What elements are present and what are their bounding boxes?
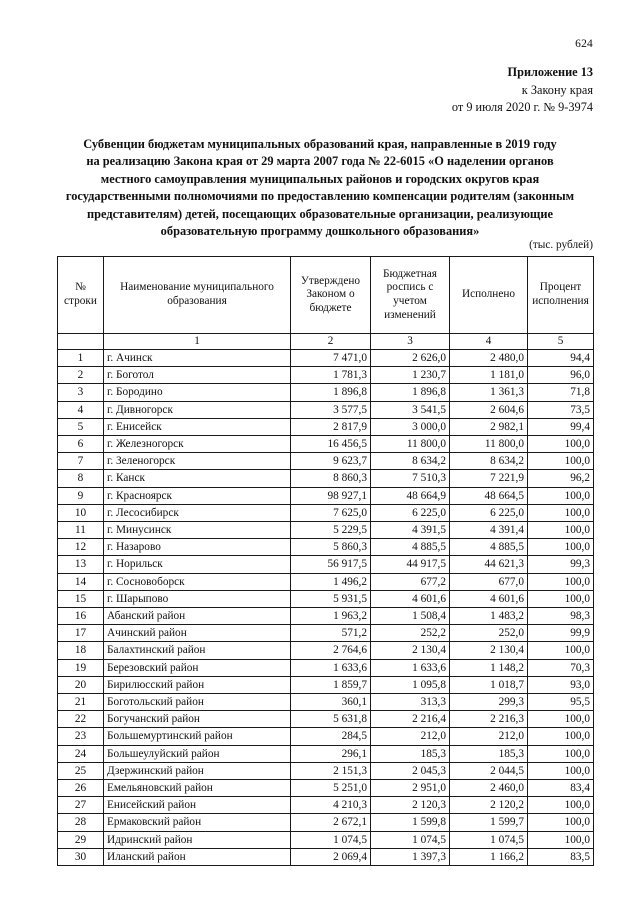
cell-municipality-name: Идринский район [104,831,291,848]
cell-approved: 1 963,2 [291,608,371,625]
cell-percent: 100,0 [528,831,594,848]
header-approved-line1: Утверждено [300,274,361,287]
cell-municipality-name: Большеулуйский район [104,745,291,762]
header-approved-line3: бюджете [309,301,352,314]
cell-percent: 100,0 [528,504,594,521]
cell-row-number: 18 [58,642,104,659]
table-row [58,608,594,625]
cell-row-number: 30 [58,848,104,865]
cell-budget-schedule: 1 230,7 [371,367,450,384]
cell-percent: 83,5 [528,848,594,865]
cell-percent: 100,0 [528,745,594,762]
cell-municipality-name: г. Енисейск [104,418,291,435]
cell-municipality-name: Дзержинский район [104,762,291,779]
cell-budget-schedule: 252,2 [371,625,450,642]
table-row [58,418,594,435]
cell-row-number: 25 [58,762,104,779]
cell-executed: 1 181,0 [450,367,528,384]
table-row [58,384,594,401]
table-row [58,676,594,693]
cell-percent: 71,8 [528,384,594,401]
cell-approved: 296,1 [291,745,371,762]
cell-budget-schedule: 2 130,4 [371,642,450,659]
header-row-number-line1: № [75,281,86,294]
header-plan-line4: изменений [384,308,436,321]
cell-row-number: 6 [58,436,104,453]
cell-row-number: 16 [58,608,104,625]
cell-percent: 99,3 [528,556,594,573]
cell-municipality-name: г. Красноярск [104,487,291,504]
table-row [58,522,594,539]
cell-budget-schedule: 3 541,5 [371,401,450,418]
cell-municipality-name: г. Норильск [104,556,291,573]
table-row [58,573,594,590]
cell-percent: 99,4 [528,418,594,435]
cell-row-number: 9 [58,487,104,504]
cell-municipality-name: г. Бородино [104,384,291,401]
cell-row-number: 12 [58,539,104,556]
cell-budget-schedule: 6 225,0 [371,504,450,521]
cell-municipality-name: г. Минусинск [104,522,291,539]
cell-executed: 2 044,5 [450,762,528,779]
header-plan-line3: учетом [393,295,427,307]
cell-row-number: 15 [58,590,104,607]
table-row [58,367,594,384]
title-line-6: образовательную программу дошкольного образования» [160,224,480,239]
cell-approved: 4 210,3 [291,797,371,814]
cell-percent: 100,0 [528,711,594,728]
cell-row-number: 24 [58,745,104,762]
cell-approved: 2 764,6 [291,642,371,659]
cell-budget-schedule: 2 216,4 [371,711,450,728]
header-approved-line2: Законом о [306,288,355,301]
title-line-2: на реализацию Закона края от 29 марта 2007 года № 22-6015 «О наделении органов [86,154,554,169]
cell-executed: 1 599,7 [450,814,528,831]
cell-approved: 1 859,7 [291,676,371,693]
cell-executed: 8 634,2 [450,453,528,470]
title-line-3: местного самоуправления муниципальных районов и городских округов края [100,171,540,186]
cell-approved: 5 860,3 [291,539,371,556]
colnum-1: 1 [104,334,291,350]
table-row [58,694,594,711]
page-number: 624 [575,38,593,50]
cell-percent: 100,0 [528,539,594,556]
colnum-5: 5 [528,334,594,350]
cell-percent: 100,0 [528,573,594,590]
cell-executed: 677,0 [450,573,528,590]
cell-approved: 571,2 [291,625,371,642]
cell-municipality-name: Балахтинский район [104,642,291,659]
colnum-0 [58,334,104,350]
cell-executed: 48 664,5 [450,487,528,504]
cell-row-number: 29 [58,831,104,848]
cell-executed: 2 460,0 [450,780,528,797]
cell-executed: 1 483,2 [450,608,528,625]
table-row [58,350,594,367]
header-plan-line1: Бюджетная [383,267,437,280]
cell-percent: 100,0 [528,797,594,814]
table-column-numbers-row [58,334,594,350]
cell-percent: 96,2 [528,470,594,487]
cell-budget-schedule: 1 896,8 [371,384,450,401]
cell-budget-schedule: 2 120,3 [371,797,450,814]
title-line-4: государственными полномочиями по предоставлению компенсации родителям (законным [65,189,575,204]
cell-municipality-name: г. Лесосибирск [104,504,291,521]
units-label: (тыс. рублей) [529,239,593,251]
cell-row-number: 19 [58,659,104,676]
cell-percent: 99,9 [528,625,594,642]
table-row [58,590,594,607]
cell-executed: 44 621,3 [450,556,528,573]
cell-municipality-name: Березовский район [104,659,291,676]
cell-row-number: 23 [58,728,104,745]
header-row-number-line2: строки [64,295,97,307]
cell-budget-schedule: 677,2 [371,573,450,590]
cell-budget-schedule: 1 095,8 [371,676,450,693]
cell-row-number: 7 [58,453,104,470]
cell-approved: 98 927,1 [291,487,371,504]
title-line-5: представителям) детей, посещающих образовательные организации, реализующие [86,206,554,221]
cell-row-number: 17 [58,625,104,642]
cell-municipality-name: Иланский район [104,848,291,865]
cell-municipality-name: Бирилюсский район [104,676,291,693]
cell-approved: 1 074,5 [291,831,371,848]
table-row [58,848,594,865]
table-body [58,350,594,866]
cell-municipality-name: Боготольский район [104,694,291,711]
cell-percent: 93,0 [528,676,594,693]
colnum-4: 4 [450,334,528,350]
cell-approved: 5 229,5 [291,522,371,539]
cell-approved: 7 625,0 [291,504,371,521]
cell-executed: 2 130,4 [450,642,528,659]
cell-approved: 7 471,0 [291,350,371,367]
colnum-3: 3 [371,334,450,350]
cell-municipality-name: г. Назарово [104,539,291,556]
appendix-title: Приложение 13 [507,65,593,79]
cell-municipality-name: Ачинский район [104,625,291,642]
budget-table-container [57,256,593,866]
cell-percent: 100,0 [528,522,594,539]
colnum-2: 2 [291,334,371,350]
cell-approved: 2 151,3 [291,762,371,779]
table-row [58,504,594,521]
header-approved-by-law [291,257,371,334]
cell-percent: 100,0 [528,436,594,453]
cell-executed: 299,3 [450,694,528,711]
table-header-row [58,257,594,334]
cell-executed: 4 391,4 [450,522,528,539]
cell-approved: 5 931,5 [291,590,371,607]
cell-row-number: 10 [58,504,104,521]
cell-percent: 100,0 [528,814,594,831]
cell-municipality-name: Абанский район [104,608,291,625]
title-line-1: Субвенции бюджетам муниципальных образований края, направленные в 2019 году [83,137,557,151]
cell-row-number: 27 [58,797,104,814]
cell-municipality-name: Богучанский район [104,711,291,728]
cell-executed: 252,0 [450,625,528,642]
cell-executed: 6 225,0 [450,504,528,521]
cell-percent: 100,0 [528,762,594,779]
cell-budget-schedule: 2 045,3 [371,762,450,779]
cell-row-number: 5 [58,418,104,435]
cell-approved: 3 577,5 [291,401,371,418]
appendix-law-date: от 9 июля 2020 г. № 9-3974 [451,100,593,114]
table-row [58,625,594,642]
cell-approved: 8 860,3 [291,470,371,487]
cell-executed: 2 120,2 [450,797,528,814]
table-row [58,487,594,504]
cell-row-number: 1 [58,350,104,367]
cell-budget-schedule: 2 951,0 [371,780,450,797]
cell-budget-schedule: 11 800,0 [371,436,450,453]
table-row [58,659,594,676]
cell-executed: 1 361,3 [450,384,528,401]
cell-municipality-name: г. Сосновоборск [104,573,291,590]
cell-budget-schedule: 7 510,3 [371,470,450,487]
appendix-law-reference: к Закону края [521,82,593,97]
header-executed: Исполнено [450,257,528,334]
cell-municipality-name: г. Канск [104,470,291,487]
cell-percent: 73,5 [528,401,594,418]
cell-percent: 100,0 [528,590,594,607]
table-row [58,470,594,487]
cell-percent: 100,0 [528,728,594,745]
cell-approved: 16 456,5 [291,436,371,453]
cell-row-number: 26 [58,780,104,797]
header-municipality-line2: образования [167,295,227,307]
cell-municipality-name: Емельяновский район [104,780,291,797]
cell-approved: 1 633,6 [291,659,371,676]
table-row [58,728,594,745]
header-percent-line1: Процент [539,281,582,294]
cell-executed: 4 601,6 [450,590,528,607]
cell-row-number: 4 [58,401,104,418]
cell-percent: 98,3 [528,608,594,625]
table-row [58,711,594,728]
table-row [58,745,594,762]
cell-municipality-name: г. Зеленогорск [104,453,291,470]
cell-budget-schedule: 4 391,5 [371,522,450,539]
cell-budget-schedule: 2 626,0 [371,350,450,367]
table-row [58,453,594,470]
cell-approved: 1 896,8 [291,384,371,401]
cell-row-number: 11 [58,522,104,539]
header-municipality-line1: Наименование муниципального [120,281,274,294]
cell-row-number: 20 [58,676,104,693]
table-head [58,257,594,350]
cell-percent: 96,0 [528,367,594,384]
cell-budget-schedule: 48 664,9 [371,487,450,504]
cell-municipality-name: г. Дивногорск [104,401,291,418]
cell-approved: 2 817,9 [291,418,371,435]
cell-executed: 2 982,1 [450,418,528,435]
cell-budget-schedule: 44 917,5 [371,556,450,573]
cell-approved: 9 623,7 [291,453,371,470]
cell-executed: 2 604,6 [450,401,528,418]
table-row [58,436,594,453]
cell-executed: 11 800,0 [450,436,528,453]
cell-municipality-name: г. Шарыпово [104,590,291,607]
cell-row-number: 8 [58,470,104,487]
cell-percent: 100,0 [528,642,594,659]
table-row [58,814,594,831]
cell-approved: 5 251,0 [291,780,371,797]
cell-budget-schedule: 4 601,6 [371,590,450,607]
table-row [58,642,594,659]
cell-row-number: 22 [58,711,104,728]
cell-budget-schedule: 185,3 [371,745,450,762]
cell-municipality-name: г. Ачинск [104,350,291,367]
cell-percent: 94,4 [528,350,594,367]
cell-approved: 2 069,4 [291,848,371,865]
cell-approved: 2 672,1 [291,814,371,831]
cell-row-number: 28 [58,814,104,831]
cell-executed: 2 216,3 [450,711,528,728]
header-percent-executed [528,257,594,334]
table-row [58,831,594,848]
cell-municipality-name: г. Железногорск [104,436,291,453]
header-budget-schedule [371,257,450,334]
table-row [58,556,594,573]
cell-budget-schedule: 1 633,6 [371,659,450,676]
cell-municipality-name: Большемуртинский район [104,728,291,745]
cell-budget-schedule: 1 074,5 [371,831,450,848]
appendix-header [452,64,593,117]
cell-budget-schedule: 1 508,4 [371,608,450,625]
cell-row-number: 13 [58,556,104,573]
cell-municipality-name: Енисейский район [104,797,291,814]
cell-approved: 5 631,8 [291,711,371,728]
cell-budget-schedule: 313,3 [371,694,450,711]
header-percent-line2: исполнения [532,295,589,307]
header-municipality-name [104,257,291,334]
cell-percent: 100,0 [528,453,594,470]
cell-budget-schedule: 212,0 [371,728,450,745]
cell-executed: 4 885,5 [450,539,528,556]
cell-approved: 284,5 [291,728,371,745]
cell-executed: 185,3 [450,745,528,762]
table-row [58,780,594,797]
cell-municipality-name: г. Боготол [104,367,291,384]
table-row [58,401,594,418]
header-plan-line2: роспись с [386,281,434,294]
cell-approved: 1 496,2 [291,573,371,590]
cell-budget-schedule: 1 599,8 [371,814,450,831]
cell-approved: 1 781,3 [291,367,371,384]
table-row [58,797,594,814]
cell-percent: 95,5 [528,694,594,711]
cell-row-number: 14 [58,573,104,590]
cell-executed: 1 148,2 [450,659,528,676]
cell-executed: 7 221,9 [450,470,528,487]
cell-budget-schedule: 4 885,5 [371,539,450,556]
cell-executed: 1 166,2 [450,848,528,865]
cell-budget-schedule: 1 397,3 [371,848,450,865]
header-row-number [58,257,104,334]
cell-row-number: 2 [58,367,104,384]
document-title [60,136,580,240]
table-row [58,762,594,779]
cell-executed: 1 074,5 [450,831,528,848]
cell-approved: 56 917,5 [291,556,371,573]
cell-row-number: 21 [58,694,104,711]
cell-percent: 100,0 [528,487,594,504]
cell-executed: 212,0 [450,728,528,745]
cell-percent: 83,4 [528,780,594,797]
cell-approved: 360,1 [291,694,371,711]
budget-table [57,256,594,866]
cell-budget-schedule: 3 000,0 [371,418,450,435]
cell-executed: 2 480,0 [450,350,528,367]
table-row [58,539,594,556]
cell-executed: 1 018,7 [450,676,528,693]
cell-row-number: 3 [58,384,104,401]
cell-percent: 70,3 [528,659,594,676]
cell-municipality-name: Ермаковский район [104,814,291,831]
cell-budget-schedule: 8 634,2 [371,453,450,470]
